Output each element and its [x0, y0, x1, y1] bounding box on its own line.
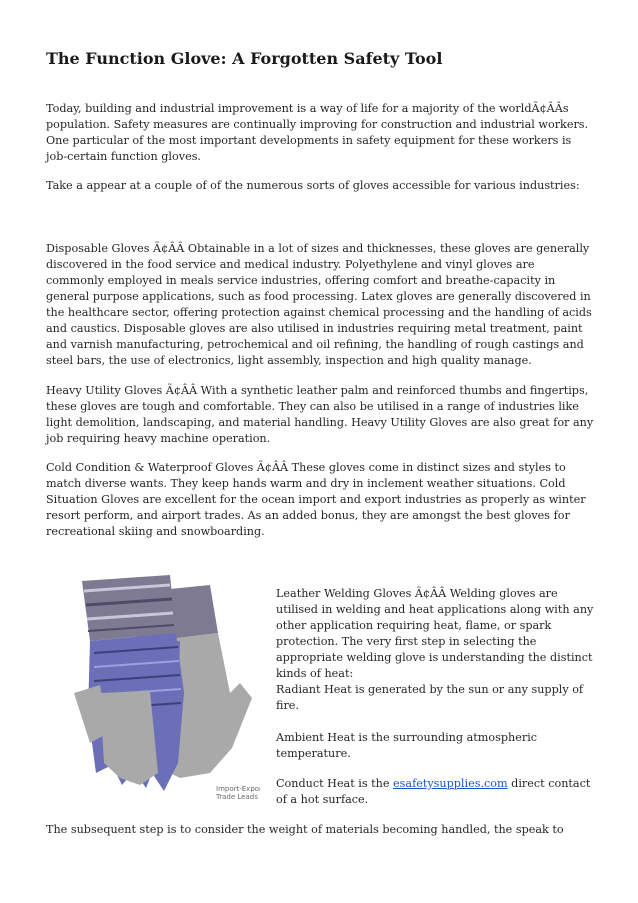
watermark-line1: Import-Export [216, 785, 260, 793]
front-glove [74, 575, 184, 791]
conduct-text-after: direct contact of a hot surface. [276, 777, 591, 806]
conduct-text-before: Conduct Heat is the [276, 777, 394, 790]
paragraph-conduct-heat [276, 776, 598, 808]
paragraph-disposable-gloves: Disposable Gloves Ã¢ÂÂ Obtainable in a lot of sizes and thicknesses, these gloves are generally discovered in the food service and medical industry. Polyethylene and vinyl gloves are commonly employed in meals service industries, offering comfort and breathe-capacity in general purpose applications, such as food processing. Latex gloves are generally discovered in the healthcare sector, offering protection against chemical processing and the handling of acids and caustics. Disposable gloves are also utilised in industries requiring metal treatment, paint and varnish manufacturing, petrochemical and oil refining, the handling of rough castings and steel bars, the use of electronics, light assembly, inspection and high quality manage. [46, 242, 592, 367]
document-title: The Function Glove: A Forgotten Safety Tool [46, 49, 443, 68]
paragraph-leather-welding-gloves: Leather Welding Gloves Ã¢ÂÂ Welding gloves are utilised in welding and heat applications along with any other application requiring heat, flame, or spark protection. The very first step in selecting the appropriate welding glove is understanding the distinct kinds of heat: [276, 587, 594, 680]
paragraph-intro: Today, building and industrial improvement is a way of life for a majority of the worldÃ¢ÂÂs population. Safety measures are continually improving for construction and industrial workers. One particular of the most important developments in safety equipment for these workers is job-certain function gloves. [46, 102, 589, 163]
paragraph-cold-condition-gloves: Cold Condition & Waterproof Gloves Ã¢ÂÂ These gloves come in distinct sizes and styles to match diverse wants. They keep hands warm and dry in inclement weather situations. Cold Situation Gloves are excellent for the ocean import and export industries as properly as winter resort perform, and airport trades. As an added bonus, they are amongst the best gloves for recreational skiing and snowboarding. [46, 461, 586, 538]
paragraph-ambient-heat: Ambient Heat is the surrounding atmospheric temperature. [276, 731, 538, 760]
esafetysupplies-link[interactable]: esafetysupplies.com [393, 777, 508, 790]
watermark-line2: Trade Leads [216, 793, 258, 801]
paragraph-subsequent-step: The subsequent step is to consider the weight of materials becoming handled, the speak to [46, 823, 564, 836]
paragraph-radiant-heat: Radiant Heat is generated by the sun or any supply of fire. [276, 683, 584, 712]
glove-illustration [60, 573, 260, 803]
paragraph-take-a-look: Take a appear at a couple of of the numerous sorts of gloves accessible for various industries: [46, 179, 580, 192]
glove-image [60, 573, 260, 803]
paragraph-heavy-utility-gloves: Heavy Utility Gloves Ã¢ÂÂ With a synthetic leather palm and reinforced thumbs and fingertips, these gloves are tough and comfortable. They can also be utilised in a range of industries like light demolition, landscaping, and material handling. Heavy Utility Gloves are also great for any job requiring heavy machine operation. [46, 384, 594, 445]
